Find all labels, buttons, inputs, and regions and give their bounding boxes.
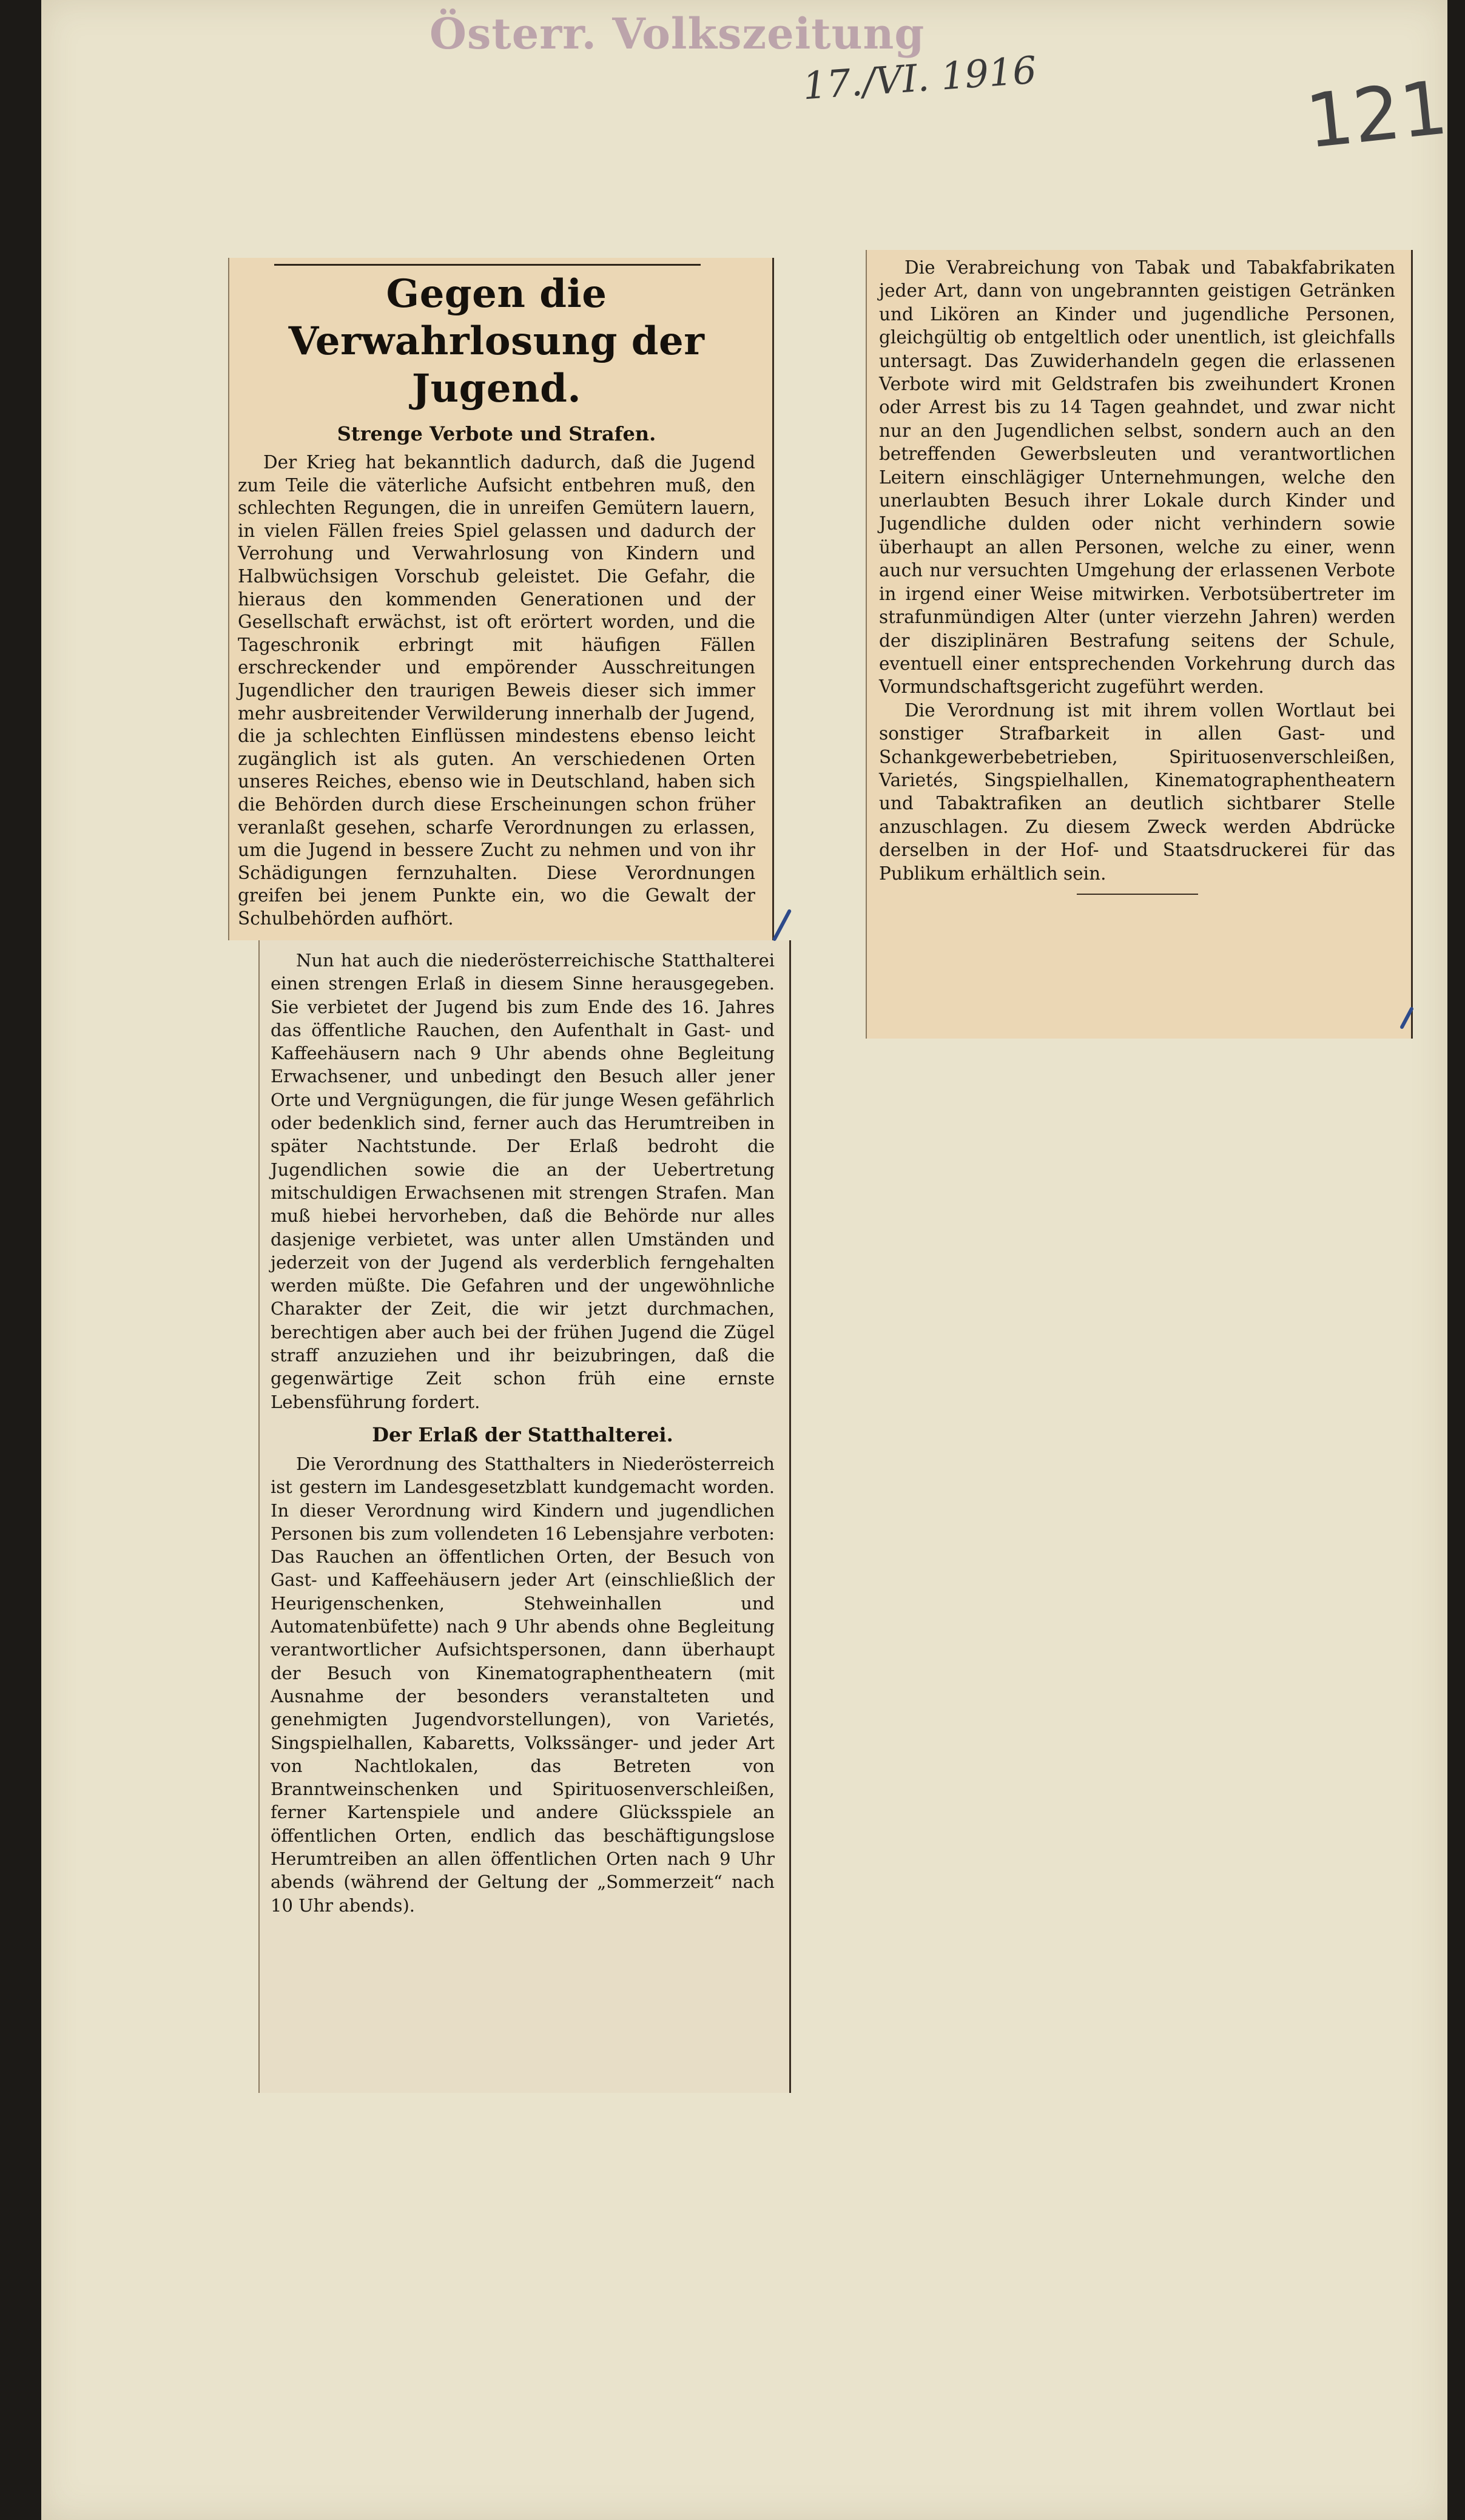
- article-headline: Gegen die Verwahrlosung der Jugend.: [288, 271, 705, 411]
- article-paragraph-5: Die Verordnung ist mit ihrem vollen Wortlaut bei sonstiger Strafbarkeit in allen Gast- und Schankgewerbebetrieben, Spirituosenverschleißen, Varietés, Singspielhallen, Kinematographentheatern und Tabaktrafiken an deutlich sichtbarer Stelle anzuschlagen. Zu diesem Zweck werden Abdrücke derselben in der Hof- und Staatsdruckerei für das Publikum erhältlich sein.: [879, 699, 1395, 884]
- article-subhead: Strenge Verbote und Strafen.: [337, 422, 656, 445]
- clipping-column-1-continued: [258, 940, 791, 2093]
- section-heading: Der Erlaß der Statthalterei.: [372, 1423, 673, 1446]
- article-paragraph-1: Der Krieg hat bekanntlich dadurch, daß die Jugend zum Teile die väterliche Aufsicht entbehren muß, den schlechten Regungen, die in unreifen Gemütern lauern, in vielen Fällen freies Spiel gelassen und dadurch der Verrohung und Verwahrlosung von Kindern und Halbwüchsigen Vorschub geleistet. Die Gefahr, die hieraus den kommenden Generationen und der Gesellschaft erwächst, ist oft erörtert worden, und die Tageschronik erbringt mit häufigen Fällen erschreckender und empörender Ausschreitungen Jugendlicher den traurigen Beweis dieser sich immer mehr ausbreitender Verwilderung innerhalb der Jugend, die ja schlechten Einflüssen mindestens ebenso leicht zugänglich ist als guten. An verschiedenen Orten unseres Reiches, ebenso wie in Deutschland, haben sich die Behörden durch diese Erscheinungen schon früher veranlaßt gesehen, scharfe Verordnungen zu erlassen, um die Jugend in bessere Zucht zu nehmen und von ihr Schädigungen fernzuhalten. Diese Verordnungen greifen bei jenem Punkte ein, wo die Gewalt der Schulbehörden aufhört.: [238, 452, 755, 929]
- end-rule: [1077, 894, 1198, 895]
- article-paragraph-3: Die Verordnung des Statthalters in Niederösterreich ist gestern im Landesgesetzblatt kundgemacht worden. In dieser Verordnung wird Kindern und jugendlichen Personen bis zum vollendeten 16 Lebensjahre verboten: Das Rauchen an öffentlichen Orten, der Besuch von Gast- und Kaffeehäusern jeder Art (einschließlich der Heurigenschenken, Stehweinhallen und Automatenbüfette) nach 9 Uhr abends ohne Begleitung verantwortlicher Aufsichtspersonen, dann überhaupt der Besuch von Kinematographentheatern (mit Ausnahme der besonders veranstalteten und genehmigten Jugendvorstellungen), von Varietés, Singspielhallen, Kabaretts, Volkssänger- und jeder Art von Nachtlokalen, das Betreten von Branntweinschenken und Spirituosenverschleißen, ferner Kartenspiele und andere Glücksspiele an öffentlichen Orten, endlich das beschäftigungslose Herumtreiben an allen öffentlichen Orten nach 9 Uhr abends (während der Geltung der „Sommerzeit“ nach 10 Uhr abends).: [271, 1453, 775, 1916]
- headline-rule: [274, 264, 701, 266]
- clipping-column-2: [866, 250, 1413, 1039]
- article-paragraph-2: Nun hat auch die niederösterreichische Statthalterei einen strengen Erlaß in diesem Sinne herausgegeben. Sie verbietet der Jugend bis zum Ende des 16. Jahres das öffentliche Rauchen, den Aufenthalt in Gast- und Kaffeehäusern nach 9 Uhr abends ohne Begleitung Erwachsener, und unbedingt den Besuch aller jener Orte und Vergnügungen, die für junge Wesen gefährlich oder bedenklich sind, ferner auch das Herumtreiben in später Nachtstunde. Der Erlaß bedroht die Jugendlichen sowie die an der Uebertretung mitschuldigen Erwachsenen mit strengen Strafen. Man muß hiebei hervorheben, daß die Behörde nur alles dasjenige verbietet, was unter allen Umständen und jederzeit von der Jugend als verderblich ferngehalten werden müßte. Die Gefahren und der ungewöhnliche Charakter der Zeit, die wir jetzt durchmachen, berechtigen aber auch bei der frühen Jugend die Zügel straff anzuziehen und ihr beizubringen, daß die gegenwärtige Zeit schon früh eine ernste Lebensführung fordert.: [271, 950, 775, 1412]
- article-paragraph-4: Die Verabreichung von Tabak und Tabakfabrikaten jeder Art, dann von ungebrannten geistigen Getränken und Likören an Kinder und jugendliche Personen, gleichgültig ob entgeltlich oder unentlich, ist gleichfalls untersagt. Das Zuwiderhandeln gegen die erlassenen Verbote wird mit Geldstrafen bis zweihundert Kronen oder Arrest bis zu 14 Tagen geahndet, und zwar nicht nur an den Jugendlichen selbst, sondern auch an den betreffenden Gewerbsleuten und verantwortlichen Leitern einschlägiger Unternehmungen, welche den unerlaubten Besuch ihrer Lokale durch Kinder und Jugendliche dulden oder nicht verhindern sowie überhaupt an allen Personen, welche zu einer, wenn auch nur versuchten Umgehung der erlassenen Verbote in irgend einer Weise mitwirken. Verbotsübertreter im strafunmündigen Alter (unter vierzehn Jahren) werden der disziplinären Bestrafung seitens der Schule, eventuell einer entsprechenden Vorkehrung durch das Vormundschaftsgericht zugeführt werden.: [879, 257, 1395, 698]
- clipping-column-1: [228, 258, 774, 940]
- newspaper-stamp: Österr. Volkszeitung: [429, 8, 925, 59]
- handwritten-number: 121: [1302, 64, 1452, 165]
- handwritten-date: 17./VI. 1916: [801, 47, 1039, 109]
